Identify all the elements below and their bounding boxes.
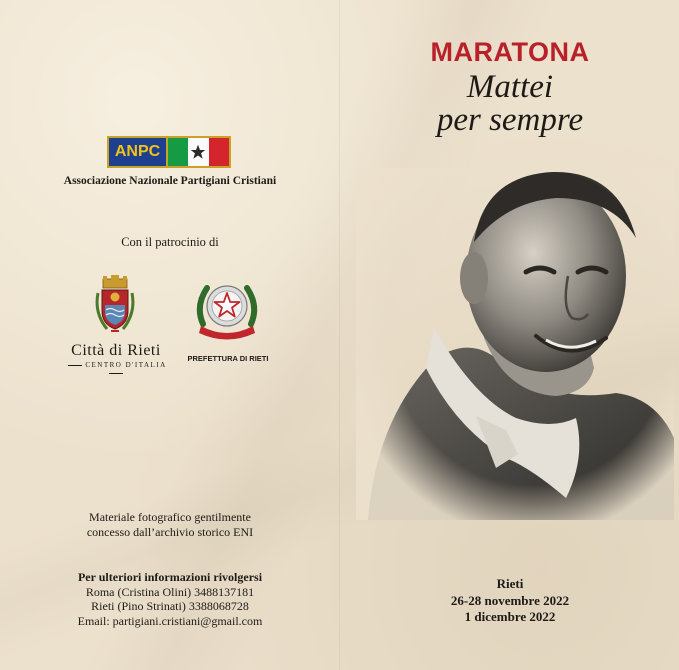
- event-title-line2: per sempre: [436, 102, 584, 138]
- association-name: Associazione Nazionale Partigiani Cristiani: [63, 175, 277, 187]
- photo-credit-line: concesso dall’archivio storico ENI: [86, 525, 254, 539]
- italian-flag-icon: [168, 136, 231, 168]
- city-subtitle: CENTRO D'ITALIA: [56, 361, 176, 377]
- patronage-label: Con il patrocinio di: [121, 235, 219, 249]
- portrait-photo: [356, 168, 674, 520]
- photo-credit: [50, 510, 290, 540]
- contact-email: Email: partigiani.cristiani@gmail.com: [77, 613, 263, 628]
- contact-line: Rieti (Pino Strinati) 3388068728: [91, 599, 249, 613]
- star-icon: [190, 144, 206, 160]
- event-details: [400, 576, 620, 626]
- rieti-crest-icon: [93, 275, 137, 337]
- event-title-line1: Mattei: [466, 69, 554, 105]
- event-city: Rieti: [496, 576, 524, 591]
- anpc-badge: ANPC: [107, 136, 168, 168]
- anpc-logo: [107, 136, 231, 168]
- contact-info: [40, 570, 300, 628]
- event-dates: 26-28 novembre 2022: [450, 592, 570, 608]
- city-name: Città di Rieti: [71, 342, 161, 359]
- contact-line: Roma (Cristina Olini) 3488137181: [85, 584, 255, 599]
- prefecture-label: PREFETTURA DI RIETI: [187, 354, 269, 363]
- contact-heading: Per ulteriori informazioni rivolgersi: [77, 570, 263, 584]
- page-fold: [339, 0, 340, 670]
- event-dates: 1 dicembre 2022: [464, 609, 556, 624]
- italian-republic-emblem-icon: [193, 276, 261, 344]
- photo-credit-line: Materiale fotografico gentilmente: [89, 510, 251, 524]
- event-title-red: MARATONA: [430, 37, 590, 67]
